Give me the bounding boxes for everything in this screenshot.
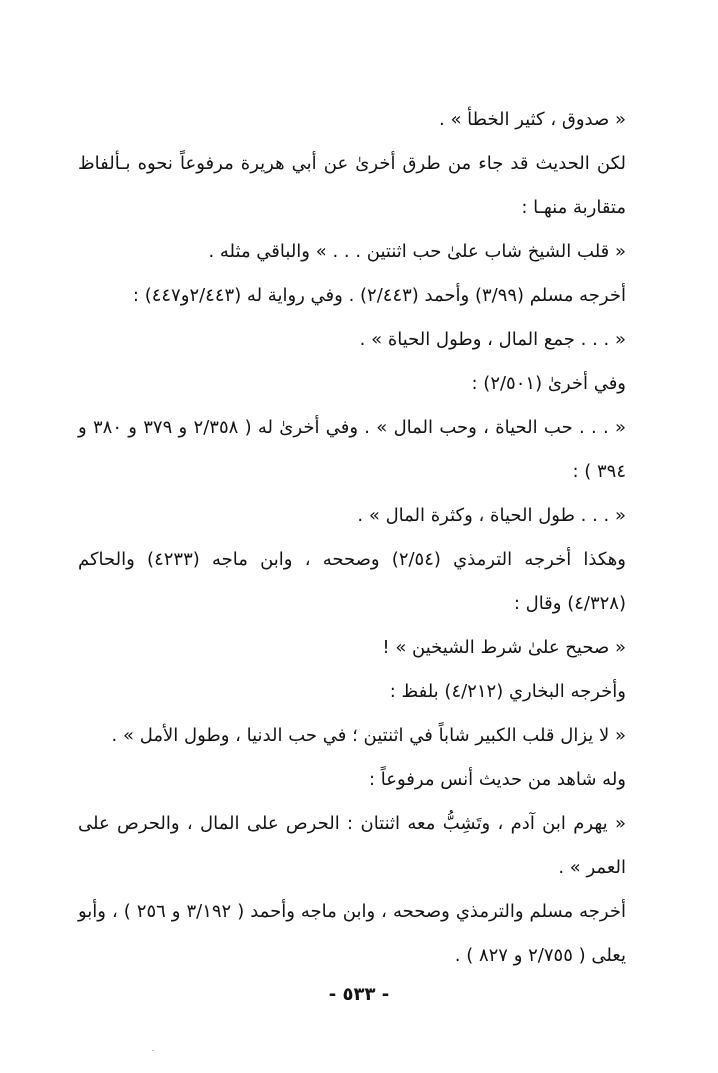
text-line: « . . . حب الحياة ، وحب المال » . وفي أخرىٰ له ( ٢/٣٥٨ و ٣٧٩ و ٣٨٠ و <box>78 417 627 438</box>
page-body-text <box>78 98 626 978</box>
page-number: - ٥٣٣ - <box>328 984 390 1005</box>
text-line: يعلى ( ٢/٧٥٥ و ٨٢٧ ) . <box>454 945 626 966</box>
text-line: وفي أخرىٰ (٢/٥٠١) : <box>471 373 626 394</box>
text-line: أخرجه مسلم (٣/٩٩) وأحمد (٢/٤٤٣) . وفي رواية له (٢/٤٤٣و٤٤٧) : <box>132 285 626 306</box>
text-line: العمر » . <box>558 857 626 878</box>
text-line: « . . . طول الحياة ، وكثرة المال » . <box>357 505 626 526</box>
text-line: أخرجه مسلم والترمذي وصححه ، وابن ماجه وأحمد ( ٣/١٩٢ و ٢٥٦ ) ، وأبو <box>78 901 626 922</box>
text-line: متقاربة منهـا : <box>521 197 626 218</box>
text-line: وأخرجه البخاري (٤/٢١٢) بلفظ : <box>389 681 626 702</box>
text-line: « يهرم ابن آدم ، وتَشِبُّ معه اثنتان : الحرص على المال ، والحرص على <box>78 813 626 834</box>
text-line: « . . . جمع المال ، وطول الحياة » . <box>359 329 626 350</box>
text-line: « لا يزال قلب الكبير شاباً في اثنتين ؛ في حب الدنيا ، وطول الأمل » . <box>111 725 626 746</box>
text-line: وله شاهد من حديث أنس مرفوعاً : <box>369 769 626 790</box>
text-line: (٤/٣٢٨) وقال : <box>513 593 626 614</box>
text-line: ٣٩٤ ) : <box>572 461 626 482</box>
text-line: « صدوق ، كثير الخطأ » . <box>439 109 626 130</box>
text-line: « صحيح علىٰ شرط الشيخين » ! <box>382 637 626 658</box>
text-line: لكن الحديث قد جاء من طرق أخرىٰ عن أبي هريرة مرفوعاً نحوه بـألفاظ <box>78 153 626 174</box>
scan-speck <box>152 1050 154 1051</box>
text-line: وهكذا أخرجه الترمذي (٢/٥٤) وصححه ، وابن ماجه (٤٢٣٣) والحاكم <box>78 549 626 570</box>
text-line: « قلب الشيخ شاب علىٰ حب اثنتين . . . » والباقي مثله . <box>208 241 626 262</box>
